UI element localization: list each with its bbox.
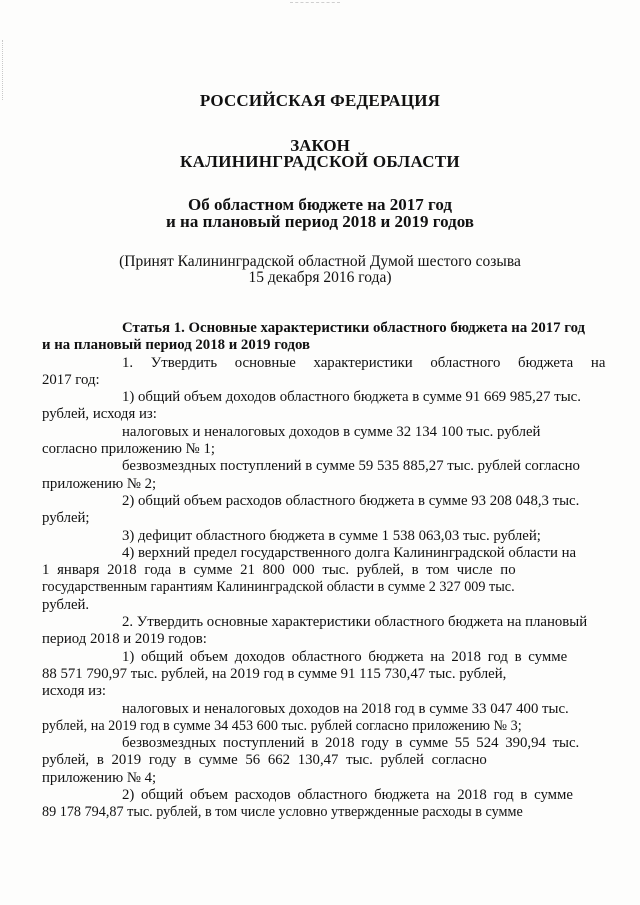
article-heading-line-2: и на плановый период 2018 и 2019 годов (42, 337, 311, 354)
paragraph-line: рублей. (42, 596, 90, 613)
paragraph-line: рублей, в 2019 году в сумме 56 662 130,47 тыс. рублей согласно (42, 752, 487, 769)
article-1 (42, 320, 616, 822)
paragraph-line: 2. Утвердить основные характеристики областного бюджета на плановый (122, 614, 588, 631)
paragraph-line: государственным гарантиям Калининградской области в сумме 2 327 009 тыс. (42, 579, 515, 596)
paragraph-line: рублей, на 2019 год в сумме 34 453 600 тыс. рублей согласно приложению № 3; (42, 717, 522, 734)
paragraph-line: налоговых и неналоговых доходов в сумме 32 134 100 тыс. рублей (122, 423, 541, 440)
paragraph-line: рублей; (42, 510, 90, 527)
paragraph-line: 1 января 2018 года в сумме 21 800 000 тыс. рублей, в том числе по (42, 562, 516, 579)
paragraph-line: 1. Утвердить основные характеристики областного бюджета на (122, 354, 606, 371)
paragraph-line: 1) общий объем доходов областного бюджета в сумме 91 669 985,27 тыс. (122, 389, 581, 406)
article-heading-line-1: Статья 1. Основные характеристики областного бюджета на 2017 год (122, 320, 586, 336)
paragraph-line: 2017 год: (42, 371, 100, 388)
law-heading: ЗАКОН (290, 136, 350, 155)
paragraph-line: приложению № 2; (42, 475, 157, 492)
paragraph-line: 88 571 790,97 тыс. рублей, на 2019 год в сумме 91 115 730,47 тыс. рублей, (42, 665, 507, 682)
paragraph-line: приложению № 4; (42, 769, 157, 786)
paragraph-line: безвозмездных поступлений в сумме 59 535 885,27 тыс. рублей согласно (122, 458, 580, 475)
federation-heading: РОССИЙСКАЯ ФЕДЕРАЦИЯ (199, 91, 441, 110)
paragraph-line: 3) дефицит областного бюджета в сумме 1 538 063,03 тыс. рублей; (122, 527, 541, 544)
paragraph-line: исходя из: (42, 683, 107, 700)
paragraph-line: 4) верхний предел государственного долга Калининградской области на (122, 544, 577, 561)
law-title-line-1: Об областном бюджете на 2017 год (188, 195, 452, 214)
paragraph-line: 2) общий объем расходов областного бюджета в сумме 93 208 048,3 тыс. (122, 492, 580, 509)
region-heading: КАЛИНИНГРАДСКОЙ ОБЛАСТИ (180, 152, 460, 171)
scan-artifact-top (290, 2, 340, 4)
paragraph-line: налоговых и неналоговых доходов на 2018 год в сумме 33 047 400 тыс. (122, 700, 569, 717)
paragraph-line: 1) общий объем доходов областного бюджета на 2018 год в сумме (122, 648, 568, 665)
adoption-note-line-1: (Принят Калининградской областной Думой шестого созыва (119, 253, 521, 270)
paragraph-line: безвозмездных поступлений в 2018 году в сумме 55 524 390,94 тыс. (122, 735, 580, 752)
paragraph-line: 89 178 794,87 тыс. рублей, в том числе условно утвержденные расходы в сумме (42, 804, 523, 821)
paragraph-line: согласно приложению № 1; (42, 441, 215, 458)
scan-artifact-left (2, 40, 4, 100)
paragraph-line: рублей, исходя из: (42, 406, 157, 423)
law-title-line-2: и на плановый период 2018 и 2019 годов (166, 212, 474, 231)
paragraph-line: 2) общий объем расходов областного бюджета на 2018 год в сумме (122, 787, 573, 804)
adoption-note-line-2: 15 декабря 2016 года) (248, 269, 392, 286)
paragraph-line: период 2018 и 2019 годов: (42, 631, 207, 648)
